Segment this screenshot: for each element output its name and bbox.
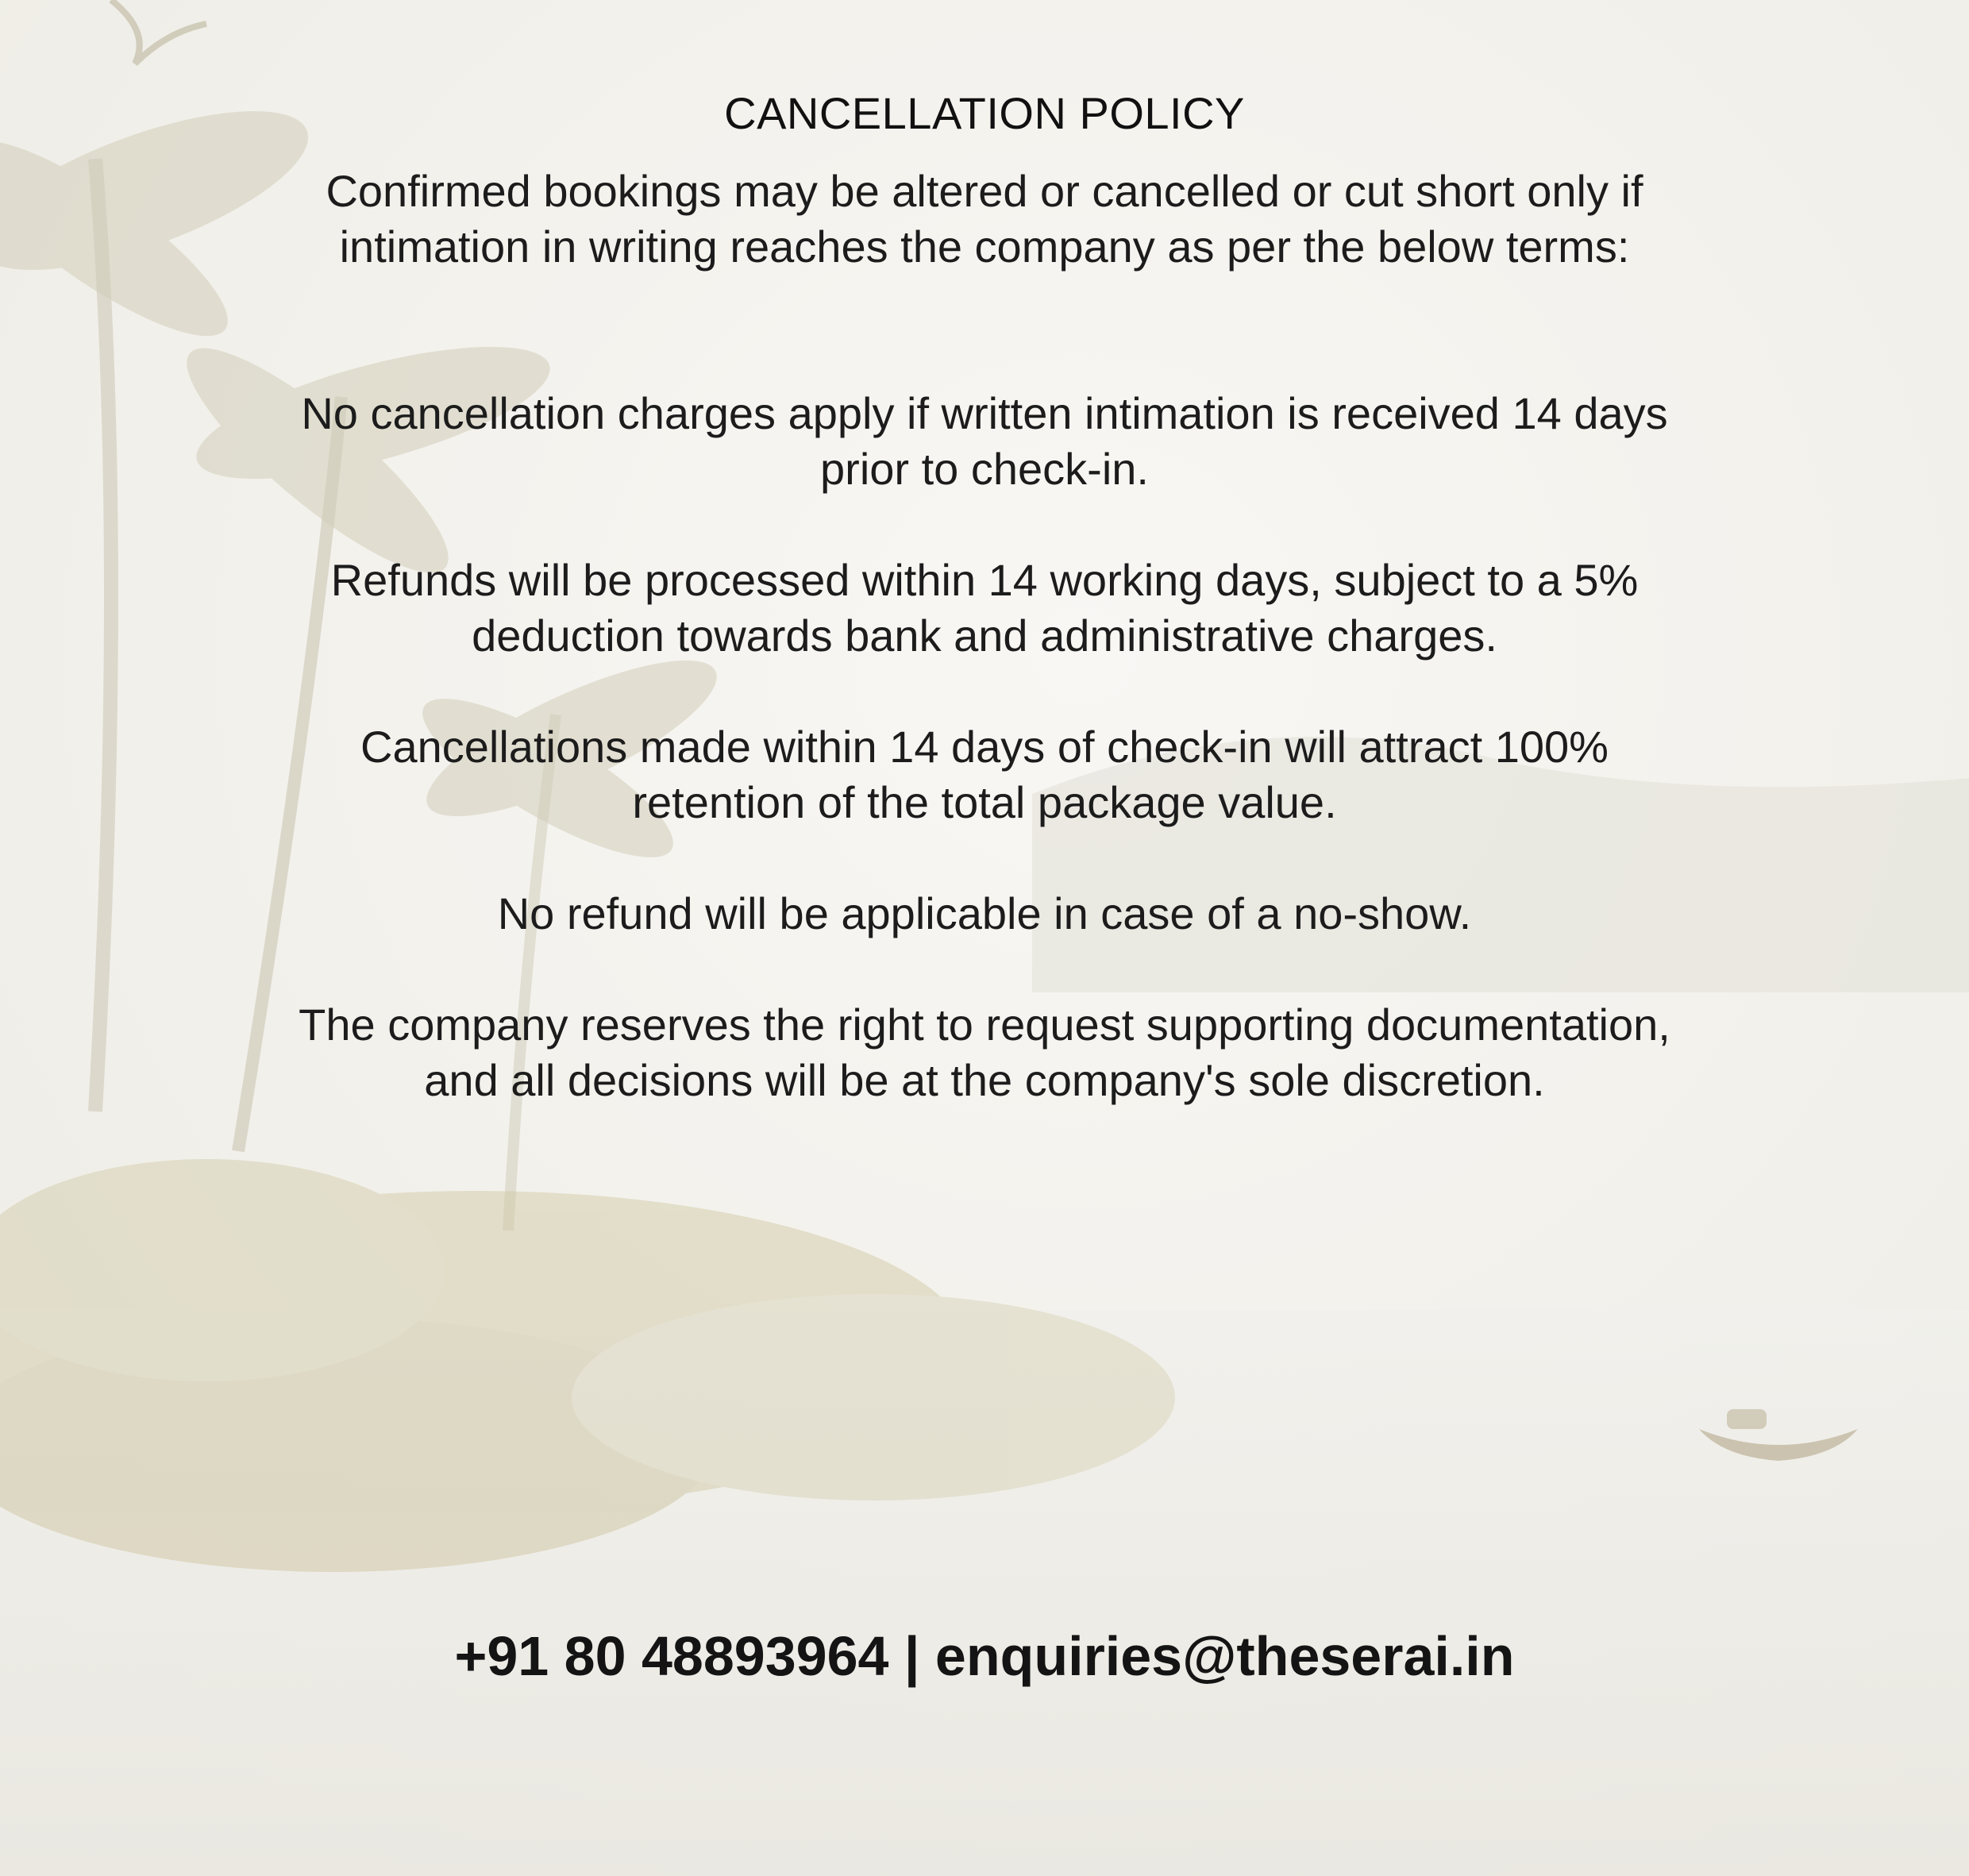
policy-paragraph-late-cancellation: Cancellations made within 14 days of check-in will attract 100% retention of the total package value.: [360, 722, 1609, 827]
policy-paragraph-refunds: Refunds will be processed within 14 working days, subject to a 5% deduction towards bank and administrative charges.: [330, 555, 1639, 661]
policy-title: CANCELLATION POLICY: [724, 88, 1245, 138]
cancellation-policy-document: [191, 0, 1778, 1876]
contact-info: +91 80 48893964 | enquiries@theserai.in: [454, 1625, 1515, 1687]
policy-paragraph-no-show: No refund will be applicable in case of a no-show.: [497, 888, 1472, 938]
policy-paragraph-discretion: The company reserves the right to request supporting documentation, and all decisions will be at the company's sole discretion.: [299, 1000, 1670, 1105]
policy-paragraph-no-charges: No cancellation charges apply if written intimation is received 14 days prior to check-in.: [301, 388, 1668, 494]
policy-paragraph-intro: Confirmed bookings may be altered or cancelled or cut short only if intimation in writing reaches the company as per the below terms:: [326, 166, 1643, 272]
